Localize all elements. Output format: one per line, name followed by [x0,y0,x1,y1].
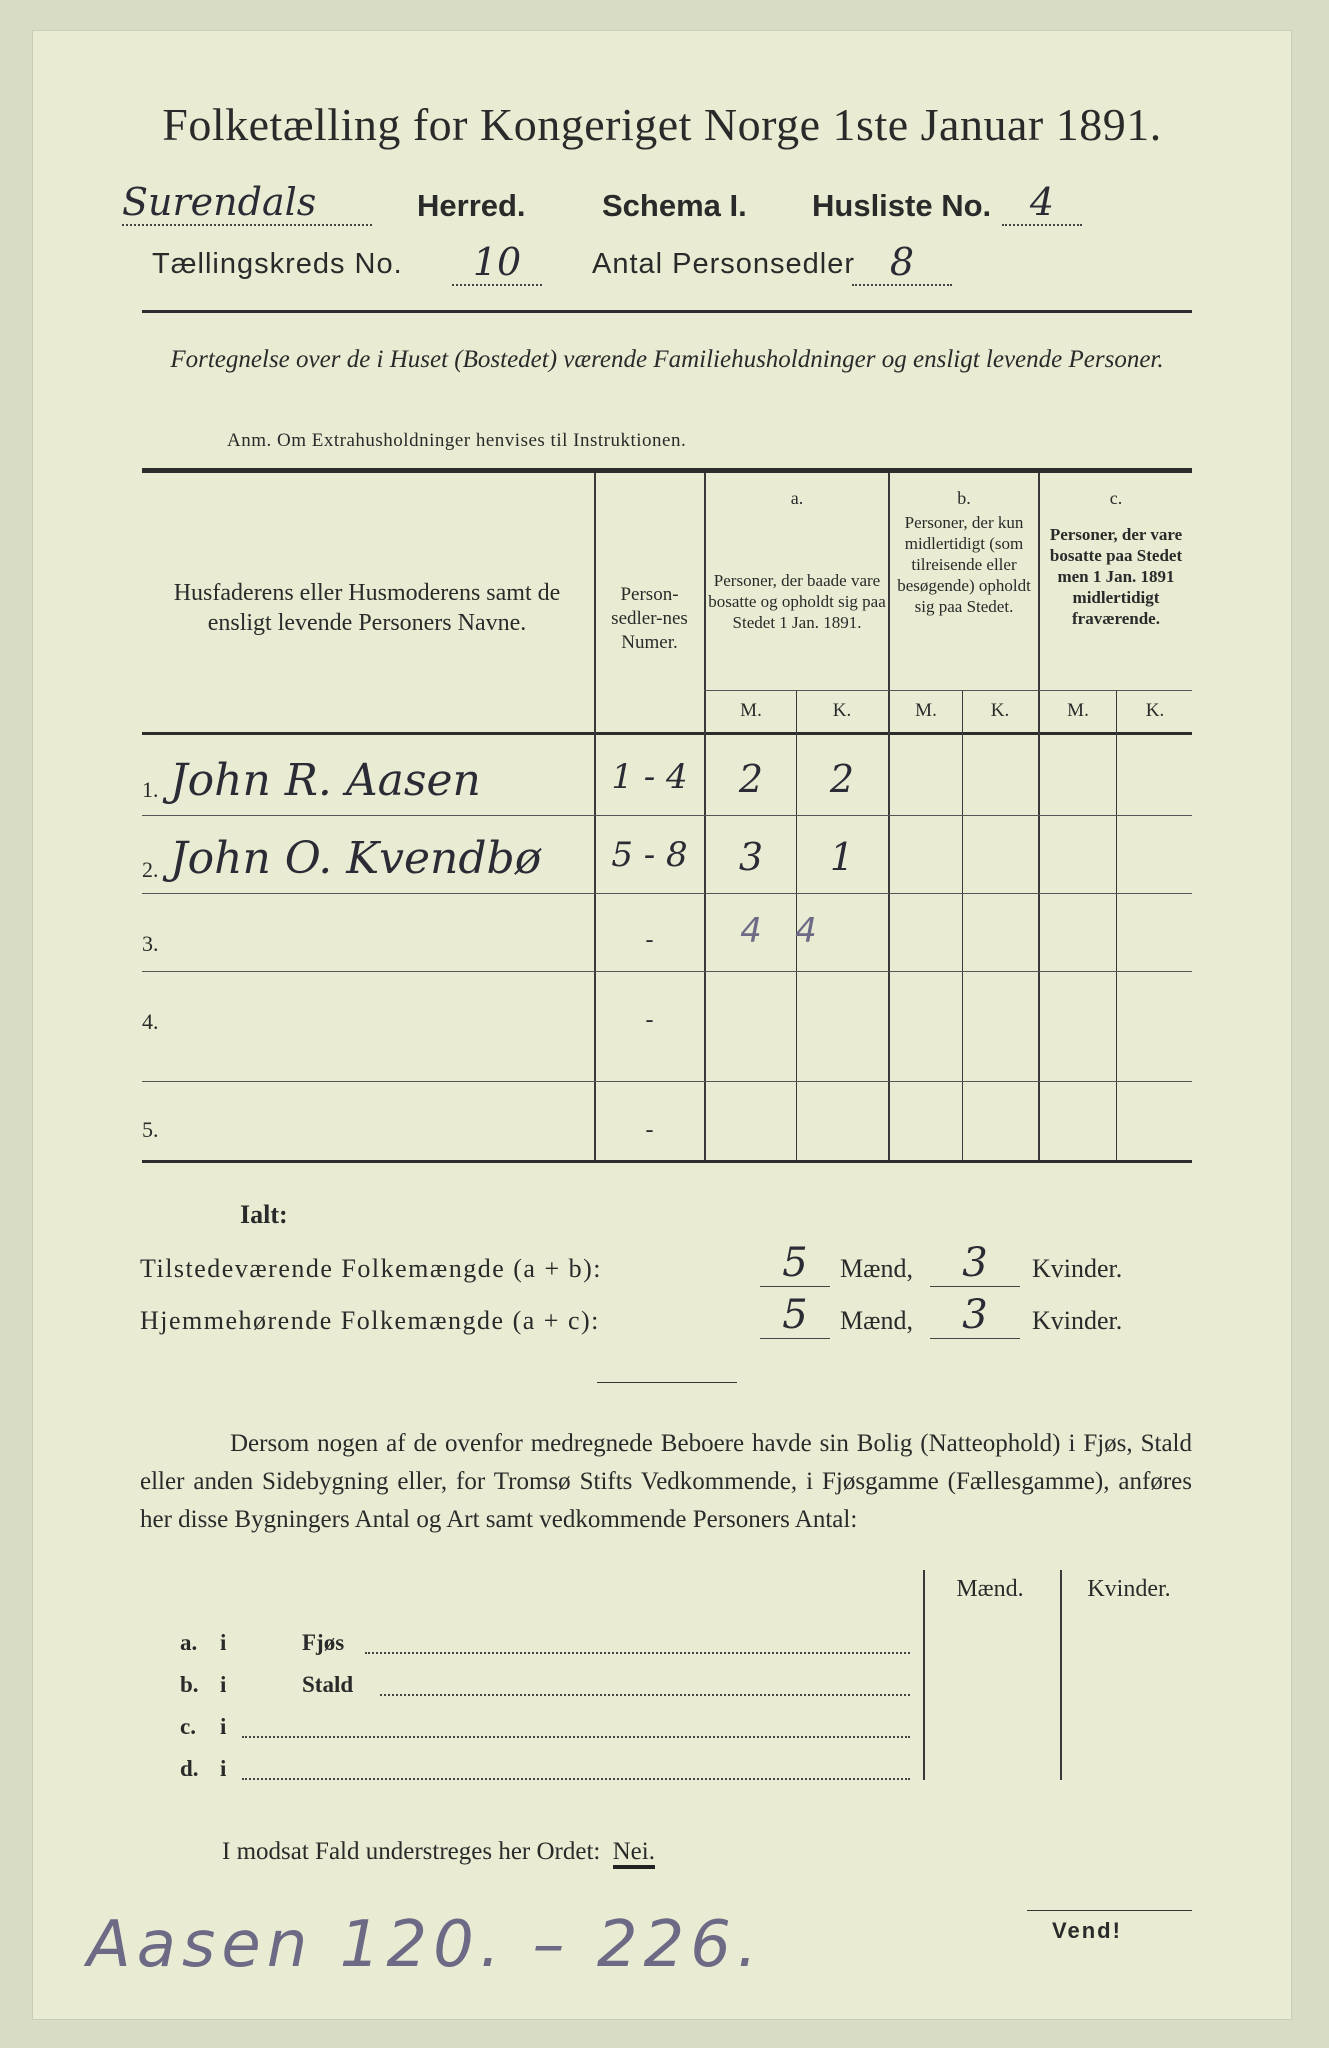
herred-label: Herred. [417,188,526,223]
intro-text: Fortegnelse over de i Huset (Bostedet) værende Familiehusholdninger og ensligt levende Personer. [170,346,1164,373]
table-row [142,1081,1192,1161]
kreds-label: Tællingskreds No. [152,248,403,280]
list-item [180,1756,920,1792]
tilstede-maend-value: 5 [760,1240,830,1287]
person-numbers: 5 - 8 [611,835,688,875]
item-i: i [220,1672,227,1697]
table-row [142,815,1192,893]
person-numbers: - [645,927,654,953]
col-a-m-label: M. [740,700,762,721]
col-a-k-label: K. [832,700,852,721]
kreds-value: 10 [452,240,542,286]
col-name-header: Husfaderens eller Husmoderens samt de ensligt levende Personers Navne. [173,580,561,636]
col-c-header: Personer, der vare bosatte paa Stedet men 1 Jan. 1891 midlertidigt fraværende. [1049,525,1183,628]
list-item [180,1672,920,1708]
husliste-value: 4 [1002,180,1082,226]
maend-column-header: Mænd. [956,1576,1024,1602]
husliste-label: Husliste No. [812,188,992,223]
table-row [142,735,1192,815]
col-c-m-label: M. [1067,700,1089,721]
item-letter: c. [180,1714,196,1739]
census-form-page [32,30,1292,2020]
list-item [180,1630,920,1666]
tilstede-label: Tilstedeværende Folkemængde (a + b): [140,1254,602,1283]
person-numbers: - [645,1007,654,1033]
row-number: 1. [142,777,159,802]
col-b-letter: b. [957,488,971,508]
item-i: i [220,1714,227,1739]
vend-rule [1027,1910,1192,1911]
table-row [142,971,1192,1081]
row-number: 2. [142,857,159,882]
person-numbers: - [645,1117,654,1143]
modsat-line [222,1838,655,1866]
kvinder-column-header: Kvinder. [1087,1576,1171,1602]
a-female-count: 1 [829,835,855,879]
modsat-text: I modsat Fald understreges her Ordet: [222,1838,601,1865]
tilstede-line [140,1240,1200,1290]
ialt-label: Ialt: [240,1200,288,1229]
short-divider [597,1382,737,1383]
pencil-annotation: Aasen 120. – 226. [87,1908,764,1982]
a-male-count: 4 [740,911,762,951]
kreds-line [152,240,1252,290]
item-label: Stald [302,1672,354,1697]
hjemme-kvinder-value: 3 [930,1292,1020,1339]
col-c-letter: c. [1109,488,1123,508]
kvinder-label: Kvinder. [1032,1254,1123,1283]
head-name: John R. Aasen [170,755,481,806]
kvinder-label: Kvinder. [1032,1306,1123,1335]
herred-line [122,180,1222,230]
row-number: 5. [142,1117,159,1142]
personsedler-value: 8 [852,240,952,286]
col-b-header: Personer, der kun midlertidigt (som tilreisende eller besøgende) opholdt sig paa Stedet. [897,513,1031,616]
anm-note: Anm. Om Extrahusholdninger henvises til Instruktionen. [227,430,687,451]
list-item [180,1714,920,1750]
dersom-paragraph: Dersom nogen af de ovenfor medregnede Beboere havde sin Bolig (Natteophold) i Fjøs, Stald eller anden Sidebygning eller, for Tromsø Stifts Vedkommende, i Fjøsgamme (Fællesgamme), anføres her disse Bygningers Antal og Art samt vedkommende Personers Antal: [140,1430,1192,1533]
household-table [142,468,1192,1163]
building-list [140,1570,1200,1800]
form-title: Folketælling for Kongeriget Norge 1ste Januar 1891. [162,99,1162,150]
schema-label: Schema I. [602,188,747,223]
maend-label: Mænd, [840,1254,913,1283]
nei-word: Nei. [613,1838,655,1869]
item-letter: a. [180,1630,198,1655]
row-number: 3. [142,931,159,956]
maend-label: Mænd, [840,1306,913,1335]
person-numbers: 1 - 4 [611,757,688,797]
head-name: John O. Kvendbø [170,833,542,884]
col-a-letter: a. [790,488,804,508]
a-male-count: 3 [738,835,764,879]
col-c-k-label: K. [1145,700,1165,721]
item-i: i [220,1756,227,1781]
a-female-count: 4 [795,911,817,951]
col-b-m-label: M. [915,700,937,721]
header-divider [142,310,1192,313]
item-label: Fjøs [302,1630,345,1655]
a-male-count: 2 [738,757,764,801]
hjemme-maend-value: 5 [760,1292,830,1339]
item-i: i [220,1630,227,1655]
col-number-header: Person-sedler-nes Numer. [611,584,688,653]
a-female-count: 2 [829,757,855,801]
tilstede-kvinder-value: 3 [930,1240,1020,1287]
row-number: 4. [142,1009,159,1034]
herred-value: Surendals [122,180,372,226]
item-letter: b. [180,1672,199,1697]
col-a-header: Personer, der baade vare bosatte og opholdt sig paa Stedet 1 Jan. 1891. [708,571,886,632]
table-row [142,893,1192,971]
hjemme-label: Hjemmehørende Folkemængde (a + c): [140,1306,600,1335]
hjemme-line [140,1292,1200,1342]
col-b-k-label: K. [990,700,1010,721]
item-letter: d. [180,1756,199,1781]
personsedler-label: Antal Personsedler [592,248,856,280]
vend-label: Vend! [1052,1918,1122,1943]
